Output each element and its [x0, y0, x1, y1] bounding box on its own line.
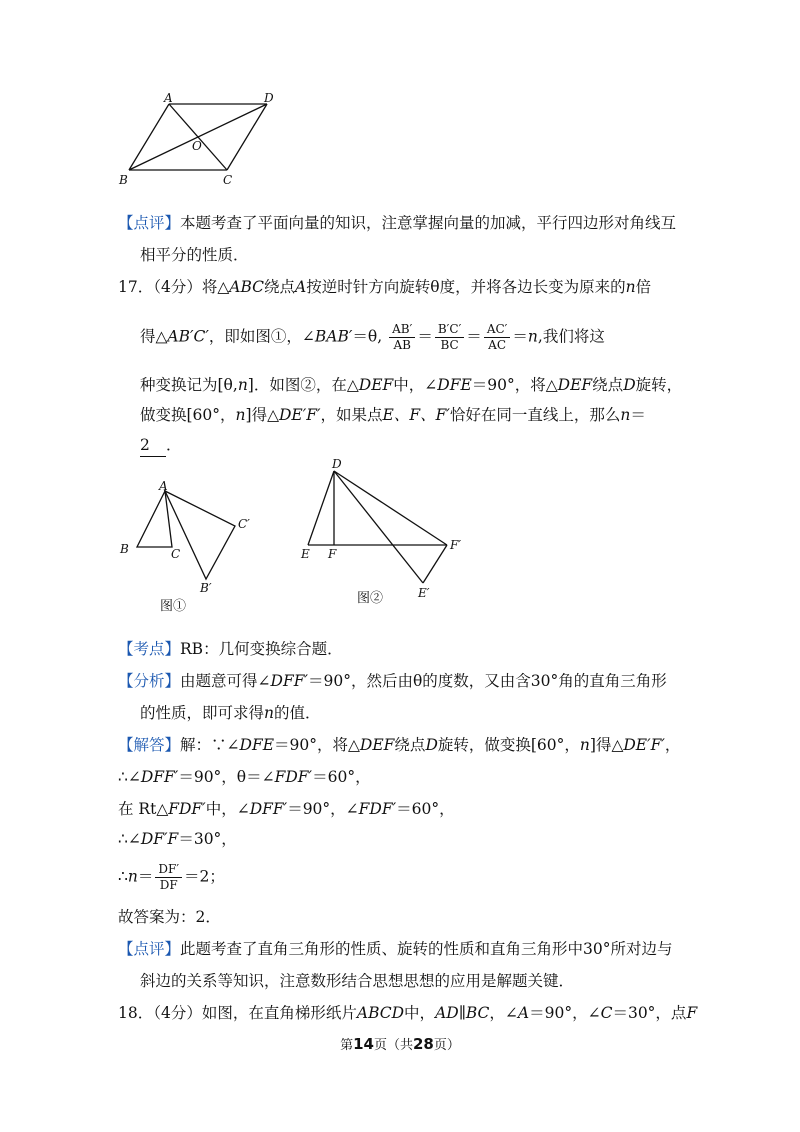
review2-line1: 【点评】此题考查了直角三角形的性质、旋转的性质和直角三角形中30°所对边与: [118, 940, 673, 958]
q17-line2: 得△AB′C′，即如图①，∠BAB′＝θ, $\frac{AB'}{AB}$ ＝ $\frac{B'C'}{BC}$ ＝ $\frac{AC'}{AC}$ ＝n,我们将这: [140, 322, 605, 352]
answer-blank: 2: [140, 434, 166, 457]
label-b-prime: B′: [200, 581, 212, 595]
page-total: 28: [413, 1035, 434, 1053]
label-f-prime: F′: [450, 538, 462, 552]
page-footer: 第14页（共28页）: [340, 1035, 460, 1053]
q17-line5: 2 ．: [140, 434, 182, 457]
review1-line1: 【点评】本题考查了平面向量的知识，注意掌握向量的加减，平行四边形对角线互: [118, 214, 677, 232]
label-c: C: [171, 547, 181, 561]
page-number: 14: [353, 1035, 374, 1053]
figure-1: [112, 476, 272, 616]
segment-e1f1: [423, 545, 447, 583]
figure-1-caption: 图①: [160, 599, 187, 614]
label-o: O: [192, 139, 202, 153]
label-c-prime: C′: [238, 517, 250, 531]
solution-line2: ∴∠DFF′＝90°，θ＝∠FDF′＝60°，: [118, 768, 371, 786]
segment-df1: [334, 471, 447, 545]
solution-line4: ∴∠DF′F＝30°，: [118, 830, 237, 848]
segment-de1: [334, 471, 423, 583]
label-f: F: [328, 547, 337, 561]
solution-line6: 故答案为：2．: [118, 908, 221, 926]
solution-line1: 【解答】解：∵∠DFE＝90°，将△DEF绕点D旋转，做变换[60°，n]得△DE′F′，: [118, 736, 681, 754]
label-a: A: [164, 92, 173, 105]
figure-2-caption: 图②: [357, 591, 384, 606]
analysis-line2: 的性质，即可求得n的值．: [140, 704, 321, 722]
fraction-bc: $\frac{B'C'}{BC}$: [435, 322, 464, 353]
label-b: B: [119, 173, 128, 187]
label-d: D: [332, 457, 342, 471]
segment-de: [308, 471, 334, 545]
triangle-ab1c1: [165, 491, 235, 579]
triangle-abc: [137, 491, 172, 547]
question-number: 17．: [118, 278, 154, 296]
fraction-ab: $\frac{AB'}{AB}$: [389, 322, 415, 353]
label-c: C: [223, 173, 233, 187]
review2-line2: 斜边的关系等知识，注意数形结合思想思想的应用是解题关键．: [140, 972, 575, 990]
label-e-prime: E′: [418, 586, 430, 600]
parallelogram-figure: [112, 92, 292, 192]
q17-line3: 种变换记为[θ,n]．如图②，在△DEF中，∠DFE＝90°，将△DEF绕点D旋转，: [140, 376, 683, 394]
analysis-line1: 【分析】由题意可得∠DFF′＝90°，然后由θ的度数，又由含30°角的直角三角形: [118, 672, 667, 690]
solution-line3: 在 Rt△FDF′中，∠DFF′＝90°，∠FDF′＝60°，: [118, 800, 455, 818]
q17-line4: 做变换[60°，n]得△DE′F′，如果点E、F、F′恰好在同一直线上，那么n＝: [140, 406, 646, 424]
fraction-df: $\frac{DF'}{DF}$: [155, 862, 182, 893]
point-line: 【考点】RB：几何变换综合题．: [118, 640, 343, 658]
solution-line5: ∴n＝ $\frac{DF'}{DF}$ ＝2；: [118, 862, 225, 892]
review1-line2: 相平分的性质．: [140, 246, 249, 264]
q17-line1: 17．（4分）将△ABC绕点A按逆时针方向旋转θ度，并将各边长变为原来的n倍: [118, 278, 652, 296]
label-e: E: [301, 547, 310, 561]
figure-2: [295, 456, 470, 616]
fraction-ac: $\frac{AC'}{AC}$: [484, 322, 511, 353]
review-tag: 【点评】: [118, 214, 181, 232]
label-b: B: [120, 542, 129, 556]
q18-line1: 18．（4分）如图，在直角梯形纸片ABCD中，AD∥BC，∠A＝90°，∠C＝30°，点F: [118, 1004, 698, 1022]
label-a: A: [159, 479, 168, 493]
label-d: D: [264, 92, 274, 105]
